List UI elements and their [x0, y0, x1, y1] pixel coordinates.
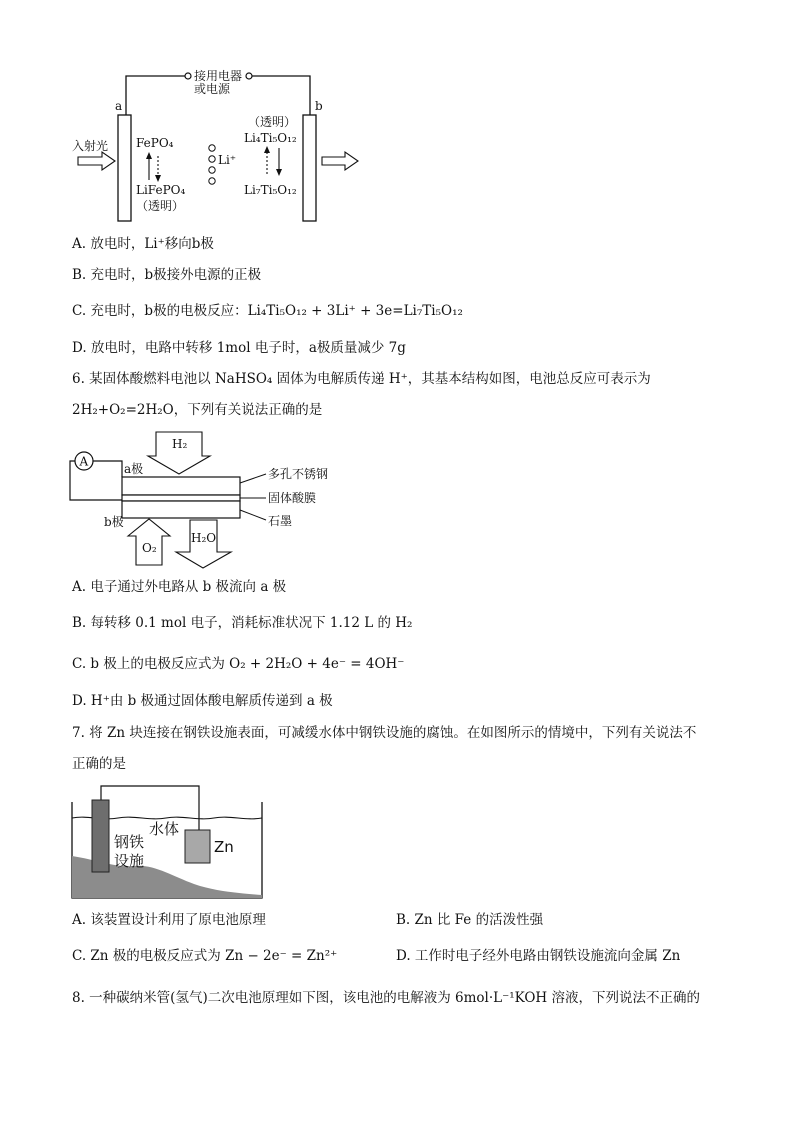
electrode-a: [118, 115, 131, 221]
o2-label: O₂: [142, 541, 157, 555]
steel-label-1: 钢铁: [114, 833, 145, 851]
q6-option-d: D. H⁺由 b 极通过固体酸电解质传递到 a 极: [72, 693, 333, 709]
q7-option-a: A. 该装置设计利用了原电池原理: [72, 912, 266, 928]
exit-arrow-icon: [322, 152, 358, 170]
zn-block: [185, 830, 210, 863]
ammeter-label: A: [79, 454, 89, 469]
source-label-1: 接用电器: [194, 69, 243, 83]
q6-option-a: A. 电子通过外电路从 b 极流向 a 极: [72, 579, 287, 595]
steel-label-2: 设施: [114, 852, 145, 870]
q5-option-c: C. 充电时，b极的电极反应：Li₄Ti₅O₁₂ + 3Li⁺ + 3e=Li₇Ti₅O₁₂: [72, 303, 463, 319]
q7-option-c: C. Zn 极的电极反应式为 Zn − 2e⁻ = Zn²⁺: [72, 948, 338, 964]
q7-stem-line-2: 正确的是: [72, 756, 126, 772]
label-porous-steel: 多孔不锈钢: [268, 467, 329, 481]
steel-facility: [92, 800, 109, 872]
left-bottom-compound: LiFePO₄: [136, 183, 186, 197]
q6-option-b: B. 每转移 0.1 mol 电子，消耗标准状况下 1.12 L 的 H₂: [72, 615, 413, 631]
q5-option-b: B. 充电时，b极接外电源的正极: [72, 267, 262, 283]
water-label: 水体: [149, 820, 180, 838]
q7-option-d: D. 工作时电子经外电路由钢铁设施流向金属 Zn: [396, 948, 681, 964]
h2-label: H₂: [172, 437, 188, 451]
h2o-label: H₂O: [191, 531, 217, 545]
incident-light-label: 入射光: [72, 139, 109, 153]
electrode-b-label: b极: [104, 515, 124, 529]
q7-option-b: B. Zn 比 Fe 的活泼性强: [396, 912, 544, 928]
right-top-compound: Li₄Ti₅O₁₂: [244, 131, 297, 145]
porous-steel-layer: [122, 477, 240, 495]
graphite-layer: [122, 501, 240, 518]
label-acid-membrane: 固体酸膜: [268, 491, 317, 505]
q7-stem-line-1: 7. 将 Zn 块连接在钢铁设施表面，可减缓水体中钢铁设施的腐蚀。在如图所示的情境中，下列有关说法不: [72, 725, 697, 741]
incident-arrow-icon: [78, 152, 115, 170]
fuel-cell-figure-q6: [62, 428, 362, 570]
right-note: （透明）: [248, 115, 297, 129]
electrode-a-label: a: [115, 99, 123, 113]
q8-stem-line-1: 8. 一种碳纳米管(氢气)二次电池原理如下图，该电池的电解液为 6mol·L⁻¹KOH 溶液，下列说法不正确的: [72, 990, 700, 1006]
right-bottom-compound: Li₇Ti₅O₁₂: [244, 183, 297, 197]
electrode-b: [303, 115, 316, 221]
battery-figure-q5: [60, 60, 380, 230]
corrosion-figure-q7: [68, 780, 268, 904]
source-label-2: 或电源: [194, 82, 231, 96]
q6-stem-line-1: 6. 某固体酸燃料电池以 NaHSO₄ 固体为电解质传递 H⁺，其基本结构如图，电池总反应可表示为: [72, 371, 651, 387]
left-note: （透明）: [136, 199, 185, 213]
left-top-compound: FePO₄: [136, 136, 174, 150]
center-ion-label: Li⁺: [218, 153, 237, 167]
q6-stem-line-2: 2H₂+O₂=2H₂O，下列有关说法正确的是: [72, 402, 323, 418]
q5-option-d: D. 放电时，电路中转移 1mol 电子时，a极质量减少 7g: [72, 340, 406, 356]
q5-option-a: A. 放电时，Li⁺移向b极: [72, 236, 214, 252]
electrode-a-label: a极: [124, 462, 144, 476]
electrode-b-label: b: [315, 99, 323, 113]
zn-label: Zn: [214, 838, 234, 856]
q6-option-c: C. b 极上的电极反应式为 O₂ + 2H₂O + 4e⁻ = 4OH⁻: [72, 656, 405, 672]
acid-membrane-layer: [122, 495, 240, 501]
label-graphite: 石墨: [268, 514, 293, 528]
